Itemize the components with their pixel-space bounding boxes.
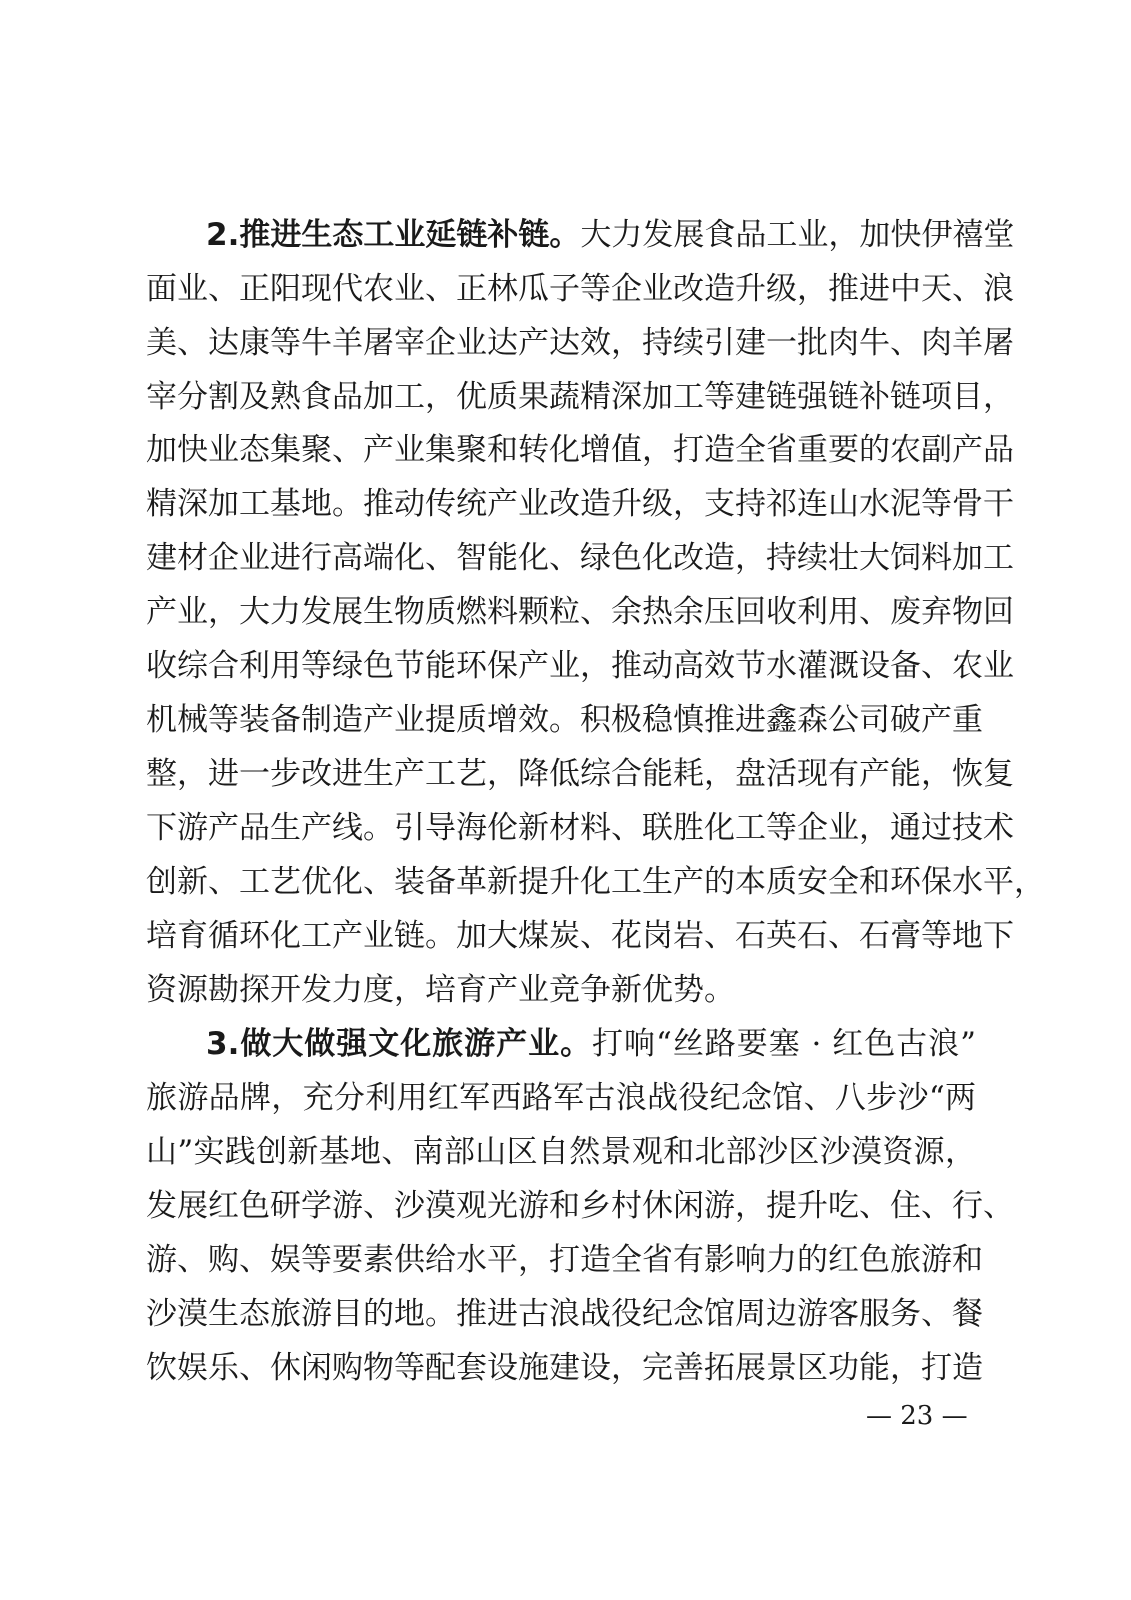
section2-line-6: 精深加工基地。推动传统产业改造升级，支持祁连山水泥等骨干 [146, 486, 1014, 522]
section3-line-1-text: 打响“丝路要塞 · 红色古浪” [592, 1026, 976, 1062]
section2-line-14: 培育循环化工产业链。加大煤炭、花岗岩、石英石、石膏等地下 [146, 918, 1014, 954]
section2-line-12: 下游产品生产线。引导海伦新材料、联胜化工等企业，通过技术 [146, 810, 1014, 846]
section2-line-11: 整，进一步改进生产工艺，降低综合能耗，盘活现有产能，恢复 [146, 756, 1014, 792]
section2-line-4: 宰分割及熟食品加工，优质果蔬精深加工等建链强链补链项目， [146, 379, 1014, 415]
page-number: — 23 — [866, 1401, 968, 1431]
section3-line-3: 山”实践创新基地、南部山区自然景观和北部沙区沙漠资源， [146, 1134, 976, 1170]
section2-line-3: 美、达康等牛羊屠宰企业达产达效，持续引建一批肉牛、肉羊屠 [146, 325, 1014, 361]
section2-line-15: 资源勘探开发力度，培育产业竞争新优势。 [146, 972, 735, 1008]
section2-line-7: 建材企业进行高端化、智能化、绿色化改造，持续壮大饲料加工 [146, 540, 1014, 576]
section2-line-2: 面业、正阳现代农业、正林瓜子等企业改造升级，推进中天、浪 [146, 271, 1014, 307]
section3-line-2: 旅游品牌，充分利用红军西路军古浪战役纪念馆、八步沙“两 [146, 1080, 976, 1116]
section3-line-4: 发展红色研学游、沙漠观光游和乡村休闲游，提升吃、住、行、 [146, 1188, 1014, 1224]
section3-line-6: 沙漠生态旅游目的地。推进古浪战役纪念馆周边游客服务、餐 [146, 1296, 983, 1332]
section2-line-8: 产业，大力发展生物质燃料颗粒、余热余压回收利用、废弃物回 [146, 594, 1014, 630]
section2-heading: 2.推进生态工业延链补链。 [206, 217, 581, 253]
section3-heading: 3.做大做强文化旅游产业。 [206, 1026, 593, 1062]
section2-line-13: 创新、工艺优化、装备革新提升化工生产的本质安全和环保水平， [146, 864, 1045, 900]
section3-line-5: 游、购、娱等要素供给水平，打造全省有影响力的红色旅游和 [146, 1242, 983, 1278]
section3-line-1 [206, 1014, 976, 1074]
section2-line-10: 机械等装备制造产业提质增效。积极稳慎推进鑫森公司破产重 [146, 702, 983, 738]
section2-line-1-text: 大力发展食品工业，加快伊禧堂 [580, 217, 1015, 253]
section2-line-9: 收综合利用等绿色节能环保产业，推动高效节水灌溉设备、农业 [146, 648, 1014, 684]
section2-line-5: 加快业态集聚、产业集聚和转化增值，打造全省重要的农副产品 [146, 432, 1014, 468]
section3-line-7: 饮娱乐、休闲购物等配套设施建设，完善拓展景区功能，打造 [146, 1350, 983, 1386]
section2-line-1 [206, 205, 1015, 265]
